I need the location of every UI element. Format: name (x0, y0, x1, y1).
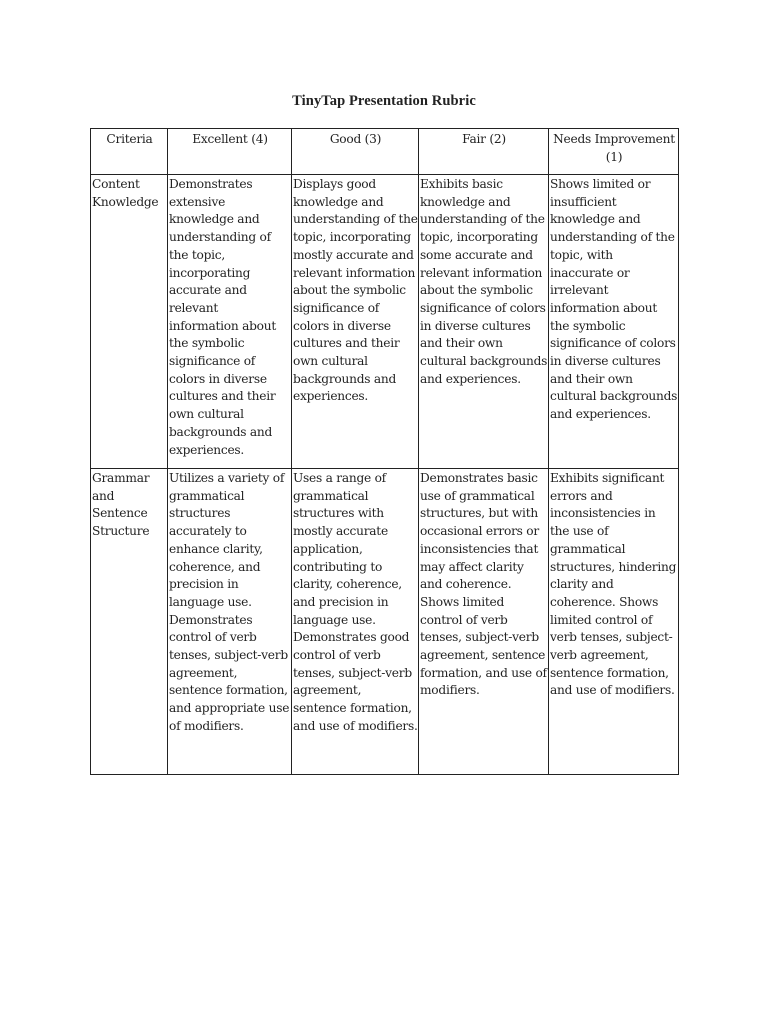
header-excellent: Excellent (4) (168, 129, 292, 175)
table-header-row (91, 129, 679, 175)
table-row (91, 175, 679, 469)
table-cell: Demonstrates basic use of grammatical structures, but with occasional errors or inconsistencies that may affect clarity and coherence. Shows limited control of verb tenses, subject-verb agreement, sentence formation, and use of modifiers. (419, 469, 549, 775)
table-cell: Uses a range of grammatical structures with mostly accurate application, contributing to clarity, coherence, and precision in language use. Demonstrates good control of verb tenses, subject-verb agreement, sentence formation, and use of modifiers. (292, 469, 419, 775)
header-good: Good (3) (292, 129, 419, 175)
header-criteria: Criteria (91, 129, 168, 175)
header-fair: Fair (2) (419, 129, 549, 175)
table-cell: Demonstrates extensive knowledge and understanding of the topic, incorporating accurate and relevant information about the symbolic significance of colors in diverse cultures and their own cultural backgrounds and experiences. (168, 175, 292, 469)
table-cell: Exhibits basic knowledge and understanding of the topic, incorporating some accurate and relevant information about the symbolic significance of colors in diverse cultures and their own cultural backgrounds and experiences. (419, 175, 549, 469)
rubric-table (90, 128, 679, 775)
table-cell: Shows limited or insufficient knowledge and understanding of the topic, with inaccurate or irrelevant information about the symbolic significance of colors in diverse cultures and their own cultural backgrounds and experiences. (549, 175, 679, 469)
table-cell: Displays good knowledge and understanding of the topic, incorporating mostly accurate and relevant information about the symbolic significance of colors in diverse cultures and their own cultural backgrounds and experiences. (292, 175, 419, 469)
table-row (91, 469, 679, 775)
table-cell: Exhibits significant errors and inconsistencies in the use of grammatical structures, hindering clarity and coherence. Shows limited control of verb tenses, subject-verb agreement, sentence formation, and use of modifiers. (549, 469, 679, 775)
header-needs-improvement: Needs Improvement (1) (549, 129, 679, 175)
criteria-cell: Grammar and Sentence Structure (91, 469, 168, 775)
criteria-cell: Content Knowledge (91, 175, 168, 469)
table-cell: Utilizes a variety of grammatical structures accurately to enhance clarity, coherence, and precision in language use. Demonstrates control of verb tenses, subject-verb agreement, sentence formation, and appropriate use of modifiers. (168, 469, 292, 775)
page-title: TinyTap Presentation Rubric (292, 93, 476, 109)
